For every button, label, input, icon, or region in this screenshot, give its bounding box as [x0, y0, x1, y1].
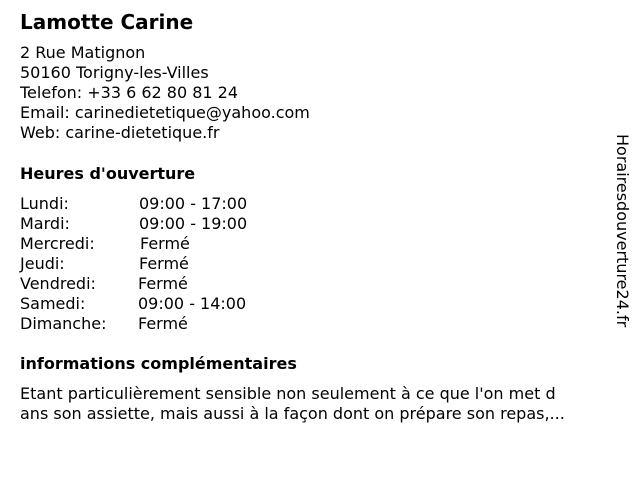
address-phone: Telefon: +33 6 62 80 81 24: [20, 83, 239, 102]
info-line: Etant particulièrement sensible non seulement à ce que l'on met d: [20, 384, 556, 403]
address-city: 50160 Torigny-les-Villes: [20, 63, 209, 82]
hours-day: Mercredi:: [20, 234, 95, 253]
hours-time: Fermé: [139, 254, 189, 273]
hours-time: Fermé: [138, 314, 188, 333]
hours-time: 09:00 - 19:00: [139, 214, 248, 233]
hours-time: Fermé: [138, 274, 188, 293]
hours-day: Jeudi:: [20, 254, 65, 273]
hours-heading: Heures d'ouverture: [20, 164, 196, 183]
site-watermark: Horairesdouverture24.fr: [613, 134, 632, 328]
info-heading: informations complémentaires: [20, 354, 297, 373]
info-line: ans son assiette, mais aussi à la façon dont on prépare son repas,...: [20, 404, 565, 423]
address-street: 2 Rue Matignon: [20, 43, 146, 62]
address-web: Web: carine-dietetique.fr: [20, 123, 220, 142]
info-description: [20, 384, 620, 424]
hours-time: 09:00 - 17:00: [139, 194, 248, 213]
hours-time: Fermé: [140, 234, 190, 253]
hours-day: Vendredi:: [20, 274, 96, 293]
hours-day: Lundi:: [20, 194, 69, 213]
hours-time: 09:00 - 14:00: [138, 294, 247, 313]
address-email: Email: carinedietetique@yahoo.com: [20, 103, 310, 122]
hours-day: Dimanche:: [20, 314, 107, 333]
hours-day: Mardi:: [20, 214, 70, 233]
business-address-block: [20, 43, 310, 143]
business-name: Lamotte Carine: [20, 10, 194, 34]
hours-day: Samedi:: [20, 294, 86, 313]
